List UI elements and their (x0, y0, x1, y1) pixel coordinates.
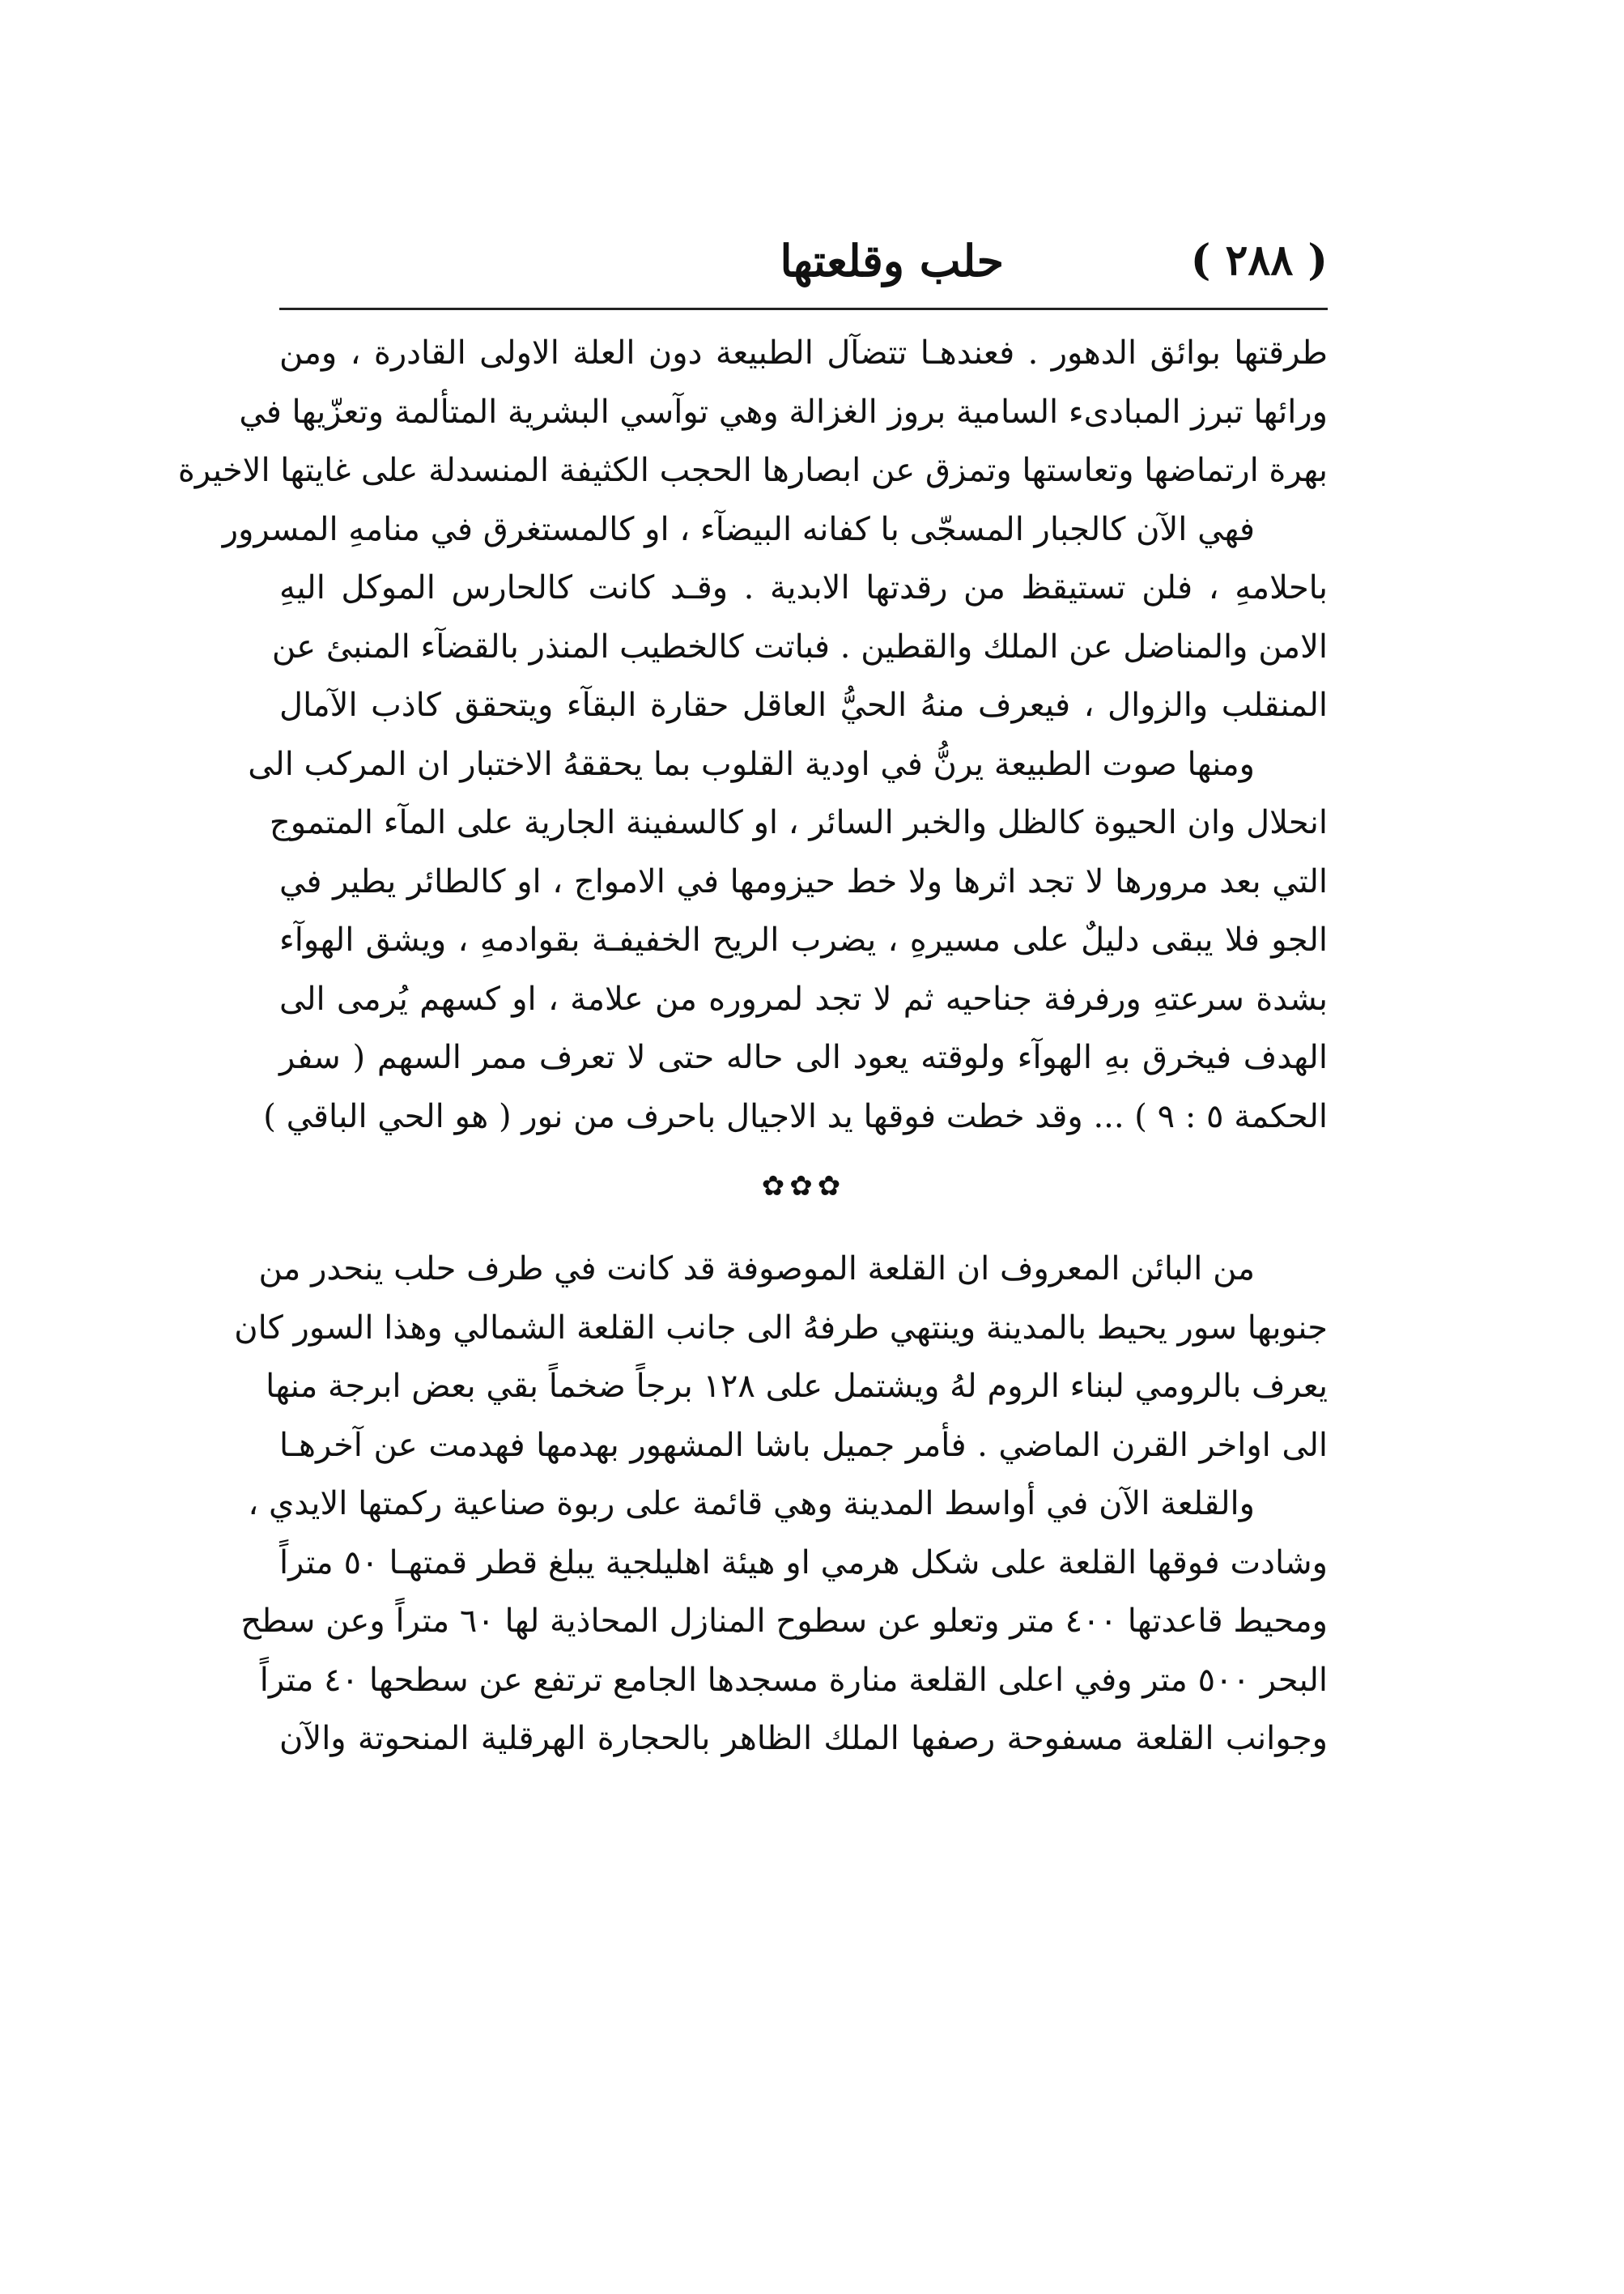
text-line: البحر ٥٠٠ متر وفي اعلى القلعة منارة مسجدها الجامع ترتفع عن سطحها ٤٠ متراً (259, 1661, 1328, 1699)
text-line: المنقلب والزوال ، فيعرف منهُ الحيُّ العاقل حقارة البقآء ويتحقق كاذب الآمال (279, 687, 1328, 724)
paragraph-5 (240, 1475, 1329, 1768)
body-text (177, 324, 1329, 1768)
text-line: ورائها تبرز المبادىء السامية بروز الغزالة وهي توآسي البشرية المتألمة وتعزّيها في (239, 393, 1328, 431)
text-line: التي بعد مرورها لا تجد اثرها ولا خط حيزومها في الامواج ، او كالطائر يطير في (279, 862, 1328, 900)
text-line: الجو فلا يبقى دليلٌ على مسيرهِ ، يضرب الريح الخفيفـة بقوادمهِ ، ويشق الهوآء (279, 921, 1328, 959)
text-line: فهي الآن كالجبار المسجّى با كفانه البيضآء ، او كالمستغرق في منامهِ المسرور (222, 510, 1255, 548)
header-rule (279, 308, 1328, 310)
text-line: جنوبها سور يحيط بالمدينة وينتهي طرفهُ الى جانب القلعة الشمالي وهذا السور كان (234, 1309, 1328, 1347)
text-line: ومنها صوت الطبيعة يرنُّ في اودية القلوب بما يحققهُ الاختبار ان المركب الى (248, 745, 1255, 783)
paragraph-1 (177, 324, 1328, 500)
text-line: انحلال وان الحيوة كالظل والخبر السائر ، او كالسفينة الجارية على المآء المتموج (269, 804, 1328, 841)
section-ornament: ✿✿✿ (761, 1170, 846, 1202)
paragraph-2 (222, 500, 1328, 735)
text-line: الامن والمناضل عن الملك والقطين . فباتت كالخطيب المنذر بالقضآء المنبئ عن (271, 628, 1328, 666)
text-line: والقلعة الآن في أواسط المدينة وهي قائمة على ربوة صناعية ركمتها الايدي ، (248, 1485, 1255, 1522)
text-line: يعرف بالرومي لبناء الروم لهُ ويشتمل على ١٢٨ برجاً ضخماً بقي بعض ابرجة منها (266, 1368, 1328, 1405)
text-line: وجوانب القلعة مسفوحة رصفها الملك الظاهر بالحجارة الهرقلية المنحوتة والآن (279, 1720, 1328, 1757)
text-line: بشدة سرعتهِ ورفرفة جناحيه ثم لا تجد لمروره من علامة ، او كسهم يُرمى الى (279, 980, 1328, 1018)
section-gap (279, 1227, 1328, 1240)
paragraph-4 (234, 1240, 1328, 1475)
page-number: ( ٢٨٨ ) (1190, 236, 1328, 285)
text-line: بهرة ارتماضها وتعاستها وتمزق عن ابصارها الحجب الكثيفة المنسدلة على غايتها الاخيرة (177, 452, 1328, 489)
running-title: حلب وقلعتها (780, 235, 1004, 287)
paragraph-3 (248, 735, 1328, 1147)
text-line: طرقتها بوائق الدهور . فعندهـا تتضآل الطبيعة دون العلة الاولى القادرة ، ومن (279, 334, 1328, 372)
text-line: الهدف فيخرق بهِ الهوآء ولوقته يعود الى حاله حتى لا تعرف ممر السهم ( سفر (279, 1039, 1328, 1076)
text-line: باحلامهِ ، فلن تستيقظ من رقدتها الابدية . وقـد كانت كالحارس الموكل اليهِ (279, 569, 1328, 606)
page-header (275, 228, 1328, 293)
text-line: الحكمة ٥ : ٩ ) ... وقد خطت فوقها يد الاجيال باحرف من نور ( هو الحي الباقي ) (263, 1097, 1328, 1135)
text-line: الى اواخر القرن الماضي . فأمر جميل باشا المشهور بهدمها فهدمت عن آخرهـا (279, 1426, 1328, 1464)
text-line: وشادت فوقها القلعة على شكل هرمي او هيئة اهليلجية يبلغ قطر قمتهـا ٥٠ متراً (279, 1543, 1329, 1581)
text-line: من البائن المعروف ان القلعة الموصوفة قد كانت في طرف حلب ينحدر من (258, 1250, 1255, 1287)
text-line: ومحيط قاعدتها ٤٠٠ متر وتعلو عن سطوح المنازل المحاذية لها ٦٠ متراً وعن سطح (240, 1602, 1328, 1640)
